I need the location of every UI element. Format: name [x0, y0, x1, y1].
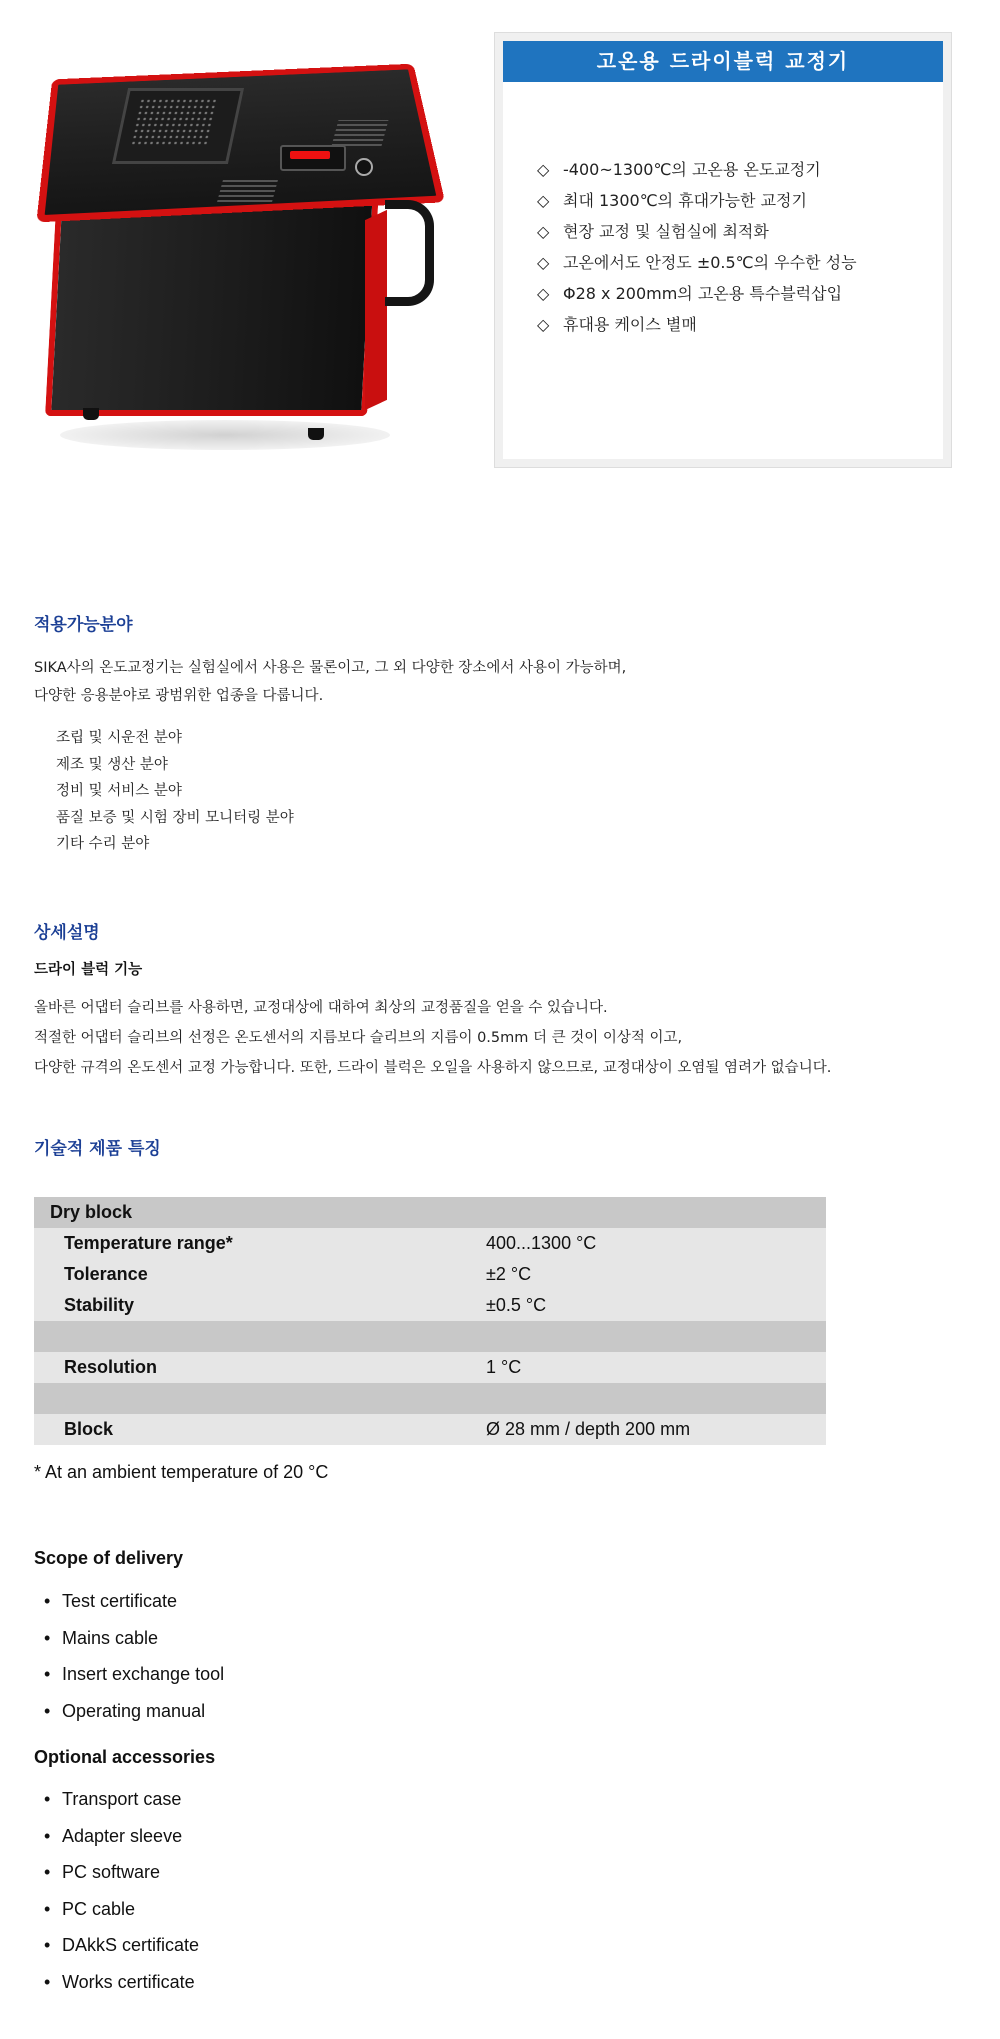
- carry-handle: [385, 200, 434, 306]
- spec-table: [34, 1197, 826, 1445]
- list-item: [34, 1583, 224, 1620]
- spec-value: Ø 28 mm / depth 200 mm: [486, 1419, 691, 1439]
- table-header: Dry block: [50, 1202, 133, 1222]
- accessories-title: Optional accessories: [34, 1747, 216, 1767]
- application-field: 기타 수리 분야: [56, 836, 150, 852]
- bullet-icon: •: [44, 1862, 51, 1882]
- list-item: [34, 1818, 199, 1855]
- paragraph-line: 다양한 규격의 온도센서 교정 가능합니다. 또한, 드라이 블럭은 오일을 사용하지 않으므로, 교정대상이 오염될 염려가 없습니다.: [34, 1060, 832, 1076]
- list-item: [34, 1693, 224, 1730]
- list-item-text: Transport case: [62, 1789, 182, 1809]
- bullet-icon: •: [44, 1664, 51, 1684]
- list-item: [34, 1964, 199, 2001]
- spec-label: Tolerance: [64, 1264, 148, 1284]
- accessories-list: [34, 1781, 199, 2000]
- feature-item: [537, 216, 857, 247]
- bullet-icon: •: [44, 1627, 51, 1648]
- device-knob: [355, 158, 373, 176]
- application-field: 제조 및 생산 분야: [56, 756, 168, 773]
- delivery-title: Scope of delivery: [34, 1548, 184, 1568]
- list-item-text: Test certificate: [62, 1591, 178, 1611]
- table-spacer-row: [34, 1321, 826, 1352]
- diamond-icon: ◇: [537, 160, 550, 179]
- bullet-icon: •: [44, 1898, 51, 1919]
- table-footnote: * At an ambient temperature of 20 °C: [34, 1462, 329, 1482]
- tech-title: 기술적 제품 특징: [34, 1139, 161, 1159]
- list-item: [34, 1927, 199, 1964]
- paragraph-line: 적절한 어댑터 슬리브의 선정은 온도센서의 지름보다 슬리브의 지름이 0.5mm 더 큰 것이 이상적 이고,: [34, 1030, 683, 1046]
- feature-item: [537, 247, 857, 278]
- bullet-icon: •: [44, 1789, 51, 1809]
- list-item: [34, 1854, 199, 1891]
- display-readout: [290, 151, 330, 159]
- diamond-icon: ◇: [537, 284, 550, 303]
- list-item: [34, 1891, 199, 1928]
- list-item-text: PC cable: [62, 1898, 136, 1919]
- feature-box-inner: [503, 41, 943, 459]
- table-spacer-row: [34, 1383, 826, 1414]
- feature-item: [537, 185, 857, 216]
- list-item-text: Adapter sleeve: [62, 1825, 183, 1846]
- list-item: [34, 1781, 199, 1818]
- product-image: [40, 50, 440, 470]
- application-field: 정비 및 서비스 분야: [56, 783, 182, 799]
- spec-label: Resolution: [64, 1357, 157, 1377]
- table-row: [34, 1414, 826, 1445]
- spec-label: Block: [64, 1419, 114, 1439]
- applications-paragraph: [34, 654, 626, 710]
- list-item-text: Operating manual: [62, 1700, 206, 1721]
- feature-item-text: 휴대용 케이스 별매: [563, 315, 697, 334]
- application-field: 조립 및 시운전 분야: [56, 730, 182, 746]
- spec-value: 400...1300 °C: [486, 1233, 597, 1253]
- dry-block-insert: [130, 98, 218, 146]
- feature-item-text: 최대 1300℃의 휴대가능한 교정기: [563, 191, 807, 210]
- bullet-icon: •: [44, 1935, 51, 1955]
- feature-list: [537, 154, 857, 340]
- feature-item: [537, 309, 857, 340]
- feature-item-text: 현장 교정 및 실험실에 최적화: [563, 222, 769, 241]
- details-title: 상세설명: [34, 923, 100, 943]
- paragraph-line: 다양한 응용분야로 광범위한 업종을 다룹니다.: [34, 688, 324, 704]
- paragraph-line: SIKA사의 온도교정기는 실험실에서 사용은 물론이고, 그 외 다양한 장소에서 사용이 가능하며,: [34, 660, 627, 676]
- device-foot: [83, 408, 99, 420]
- application-field: 품질 보증 및 시험 장비 모니터링 분야: [56, 809, 294, 826]
- table-header-row: [34, 1197, 826, 1228]
- diamond-icon: ◇: [537, 222, 550, 241]
- vent-grille: [217, 180, 278, 202]
- feature-item-text: Φ28 x 200mm의 고온용 특수블럭삽입: [563, 284, 843, 303]
- diamond-icon: ◇: [537, 191, 550, 210]
- list-item-text: PC software: [62, 1862, 161, 1882]
- details-paragraph: [34, 993, 831, 1083]
- paragraph-line: 올바른 어댑터 슬리브를 사용하면, 교정대상에 대하여 최상의 교정품질을 얻을 수 있습니다.: [34, 1000, 608, 1016]
- diamond-icon: ◇: [537, 253, 550, 272]
- delivery-list: [34, 1583, 224, 1729]
- list-item: [34, 1620, 224, 1657]
- bullet-icon: •: [44, 1825, 51, 1846]
- table-row: [34, 1290, 826, 1321]
- feature-item: [537, 154, 857, 185]
- device-foot: [308, 428, 324, 440]
- table-row: [34, 1352, 826, 1383]
- device-side-panel: [365, 210, 387, 410]
- list-item-text: Insert exchange tool: [62, 1664, 225, 1684]
- diamond-icon: ◇: [537, 315, 550, 334]
- application-fields-list: [56, 725, 294, 858]
- bullet-icon: •: [44, 1591, 51, 1611]
- spec-value: 1 °C: [486, 1357, 522, 1377]
- details-subtitle: 드라이 블럭 기능: [34, 962, 143, 978]
- list-item: [34, 1656, 224, 1693]
- list-item-text: Works certificate: [62, 1971, 195, 1992]
- list-item-text: Mains cable: [62, 1627, 159, 1648]
- bullet-icon: •: [44, 1971, 51, 1992]
- spec-value: ±2 °C: [486, 1264, 532, 1284]
- spec-label: Temperature range*: [64, 1233, 233, 1253]
- feature-box-title: 고온용 드라이블럭 교정기: [503, 41, 943, 82]
- list-item-text: DAkkS certificate: [62, 1935, 200, 1955]
- applications-title: 적용가능분야: [34, 615, 133, 635]
- table-row: [34, 1259, 826, 1290]
- bullet-icon: •: [44, 1700, 51, 1721]
- spec-value: ±0.5 °C: [486, 1295, 547, 1315]
- feature-item-text: -400~1300℃의 고온용 온도교정기: [563, 160, 821, 179]
- vent-grille: [332, 120, 389, 146]
- feature-box: [494, 32, 952, 468]
- product-shadow: [60, 420, 390, 450]
- feature-item: [537, 278, 857, 309]
- spec-label: Stability: [64, 1295, 135, 1315]
- feature-item-text: 고온에서도 안정도 ±0.5℃의 우수한 성능: [563, 253, 857, 272]
- table-row: [34, 1228, 826, 1259]
